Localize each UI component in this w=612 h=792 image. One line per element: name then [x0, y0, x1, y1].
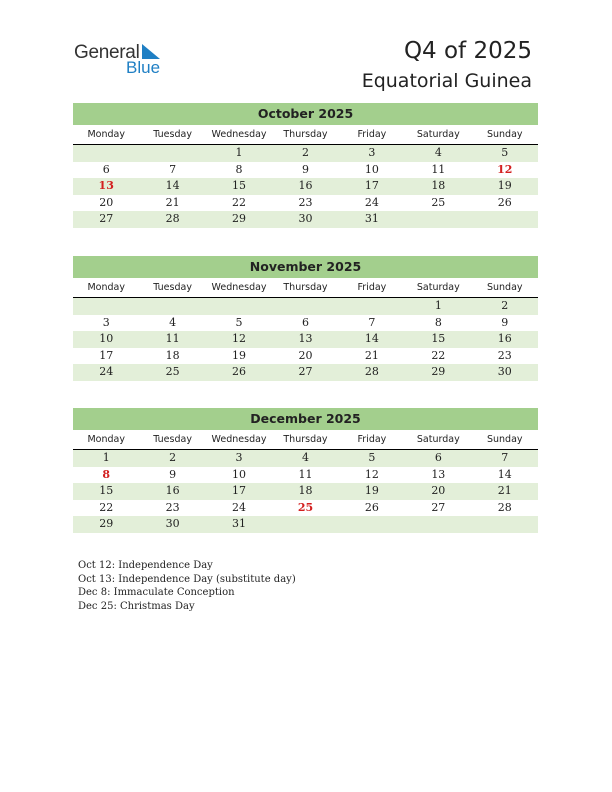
date-cell: 11: [298, 467, 313, 481]
date-cell: 7: [368, 315, 376, 329]
date-cell: 9: [501, 315, 509, 329]
date-cell: 12: [232, 332, 247, 346]
date-cell: [339, 516, 405, 533]
week-row: [73, 450, 538, 467]
holiday-date: 25: [297, 500, 314, 514]
holiday-note: Dec 25: Christmas Day: [78, 601, 195, 613]
month-calendar-november: [73, 256, 538, 381]
weekday-label: Sunday: [486, 129, 523, 140]
week-row: [73, 315, 538, 332]
holiday-date: 8: [102, 467, 111, 481]
date-cell: [339, 298, 405, 315]
week-row: [73, 467, 538, 484]
date-cell: 19: [232, 348, 247, 362]
weekday-label: Wednesday: [211, 434, 267, 445]
date-cell: 4: [169, 315, 177, 329]
logo-text-general: General: [74, 42, 140, 63]
date-cell: 19: [364, 484, 379, 498]
page-title: Q4 of 2025: [403, 38, 532, 64]
weekday-label: Tuesday: [153, 434, 192, 445]
weekday-label: Tuesday: [153, 129, 192, 140]
date-cell: 8: [235, 162, 243, 176]
weekday-header-row: [73, 279, 538, 298]
date-cell: [206, 298, 272, 315]
date-cell: 6: [301, 315, 309, 329]
week-row: [73, 331, 538, 348]
date-cell: 1: [102, 451, 110, 464]
date-cell: [139, 298, 205, 315]
date-cell: 3: [102, 315, 110, 329]
date-cell: 17: [364, 179, 379, 193]
holiday-notes: [78, 559, 296, 614]
date-cell: 11: [165, 332, 180, 346]
weekday-label: Thursday: [283, 129, 328, 140]
weekday-label: Monday: [87, 129, 125, 140]
date-cell: [139, 145, 205, 162]
date-cell: 29: [99, 517, 114, 531]
date-cell: 12: [364, 467, 379, 481]
weekday-label: Friday: [357, 434, 387, 445]
date-cell: 16: [298, 179, 313, 193]
date-cell: [73, 145, 139, 162]
date-cell: 14: [364, 332, 379, 346]
date-cell: 25: [431, 195, 446, 209]
date-cell: 26: [364, 500, 379, 514]
holiday-date: 12: [497, 162, 513, 176]
weekday-label: Friday: [357, 282, 387, 293]
date-cell: 15: [232, 179, 247, 193]
date-cell: 18: [298, 484, 313, 498]
weekday-label: Thursday: [283, 434, 328, 445]
date-cell: 28: [364, 365, 379, 379]
weekday-label: Monday: [87, 282, 125, 293]
date-cell: 1: [235, 146, 243, 159]
weekday-label: Thursday: [283, 282, 328, 293]
date-cell: 10: [364, 162, 379, 176]
month-header: October 2025: [73, 103, 538, 125]
date-cell: 22: [99, 500, 114, 514]
date-cell: 2: [501, 299, 509, 312]
date-cell: 26: [497, 195, 512, 209]
weekday-header-row: [73, 126, 538, 145]
date-cell: 24: [232, 500, 247, 514]
week-row: [73, 195, 538, 212]
date-cell: 27: [431, 500, 446, 514]
date-cell: 31: [364, 212, 379, 226]
weekday-label: Monday: [87, 434, 125, 445]
date-cell: 10: [232, 467, 247, 481]
date-cell: 4: [434, 146, 442, 159]
date-cell: [73, 298, 139, 315]
date-cell: 29: [431, 365, 446, 379]
date-cell: 30: [497, 365, 512, 379]
date-cell: 7: [169, 162, 177, 176]
holiday-note: Oct 13: Independence Day (substitute day): [78, 573, 296, 585]
date-cell: 21: [364, 348, 379, 362]
date-cell: 11: [431, 162, 446, 176]
date-cell: 2: [301, 146, 309, 159]
date-cell: 18: [165, 348, 180, 362]
weekday-label: Saturday: [416, 434, 460, 445]
date-cell: 8: [434, 315, 442, 329]
date-cell: 26: [232, 365, 247, 379]
date-cell: 1: [434, 299, 442, 312]
holiday-note: Dec 8: Immaculate Conception: [78, 587, 235, 599]
date-cell: [472, 516, 538, 533]
date-cell: 10: [99, 332, 114, 346]
date-cell: 5: [501, 146, 509, 159]
weekday-label: Sunday: [486, 434, 523, 445]
week-row: [73, 162, 538, 179]
weekday-label: Wednesday: [211, 129, 267, 140]
date-cell: 18: [431, 179, 446, 193]
week-row: [73, 500, 538, 517]
date-cell: 21: [165, 195, 180, 209]
logo-text-blue: Blue: [126, 58, 161, 77]
date-cell: 28: [165, 212, 180, 226]
date-cell: 24: [364, 195, 379, 209]
date-cell: 2: [169, 451, 177, 464]
date-cell: 17: [99, 348, 114, 362]
date-cell: 25: [165, 365, 180, 379]
date-cell: 20: [99, 195, 114, 209]
week-row: [73, 298, 538, 315]
weekday-label: Saturday: [416, 129, 460, 140]
date-cell: 21: [497, 484, 512, 498]
country-name: Equatorial Guinea: [361, 70, 532, 92]
date-cell: 6: [102, 162, 110, 176]
date-cell: 14: [497, 467, 512, 481]
date-cell: 16: [497, 332, 512, 346]
date-cell: 14: [165, 179, 180, 193]
date-cell: 29: [232, 212, 247, 226]
date-cell: 9: [169, 467, 177, 481]
date-cell: [472, 211, 538, 228]
date-cell: 31: [232, 517, 247, 531]
weekday-label: Wednesday: [211, 282, 267, 293]
date-cell: 16: [165, 484, 180, 498]
date-cell: 22: [232, 195, 247, 209]
date-cell: [405, 516, 471, 533]
week-row: [73, 364, 538, 381]
date-cell: 15: [99, 484, 114, 498]
weekday-label: Saturday: [416, 282, 460, 293]
date-cell: 23: [497, 348, 512, 362]
date-cell: 3: [368, 146, 376, 159]
date-cell: 27: [298, 365, 313, 379]
holiday-date: 13: [98, 179, 114, 193]
date-cell: 22: [431, 348, 446, 362]
weekday-label: Tuesday: [153, 282, 192, 293]
week-row: [73, 348, 538, 365]
date-cell: [272, 298, 338, 315]
weekday-label: Friday: [357, 129, 387, 140]
week-row: [73, 516, 538, 533]
date-cell: 13: [298, 332, 313, 346]
date-cell: 23: [165, 500, 180, 514]
week-row: [73, 211, 538, 228]
date-cell: 5: [368, 451, 376, 464]
date-cell: [405, 211, 471, 228]
month-calendar-december: [73, 408, 538, 533]
date-cell: 17: [232, 484, 247, 498]
date-cell: 24: [99, 365, 114, 379]
date-cell: 19: [497, 179, 512, 193]
week-row: [73, 483, 538, 500]
date-cell: 6: [434, 451, 442, 464]
weekday-header-row: [73, 431, 538, 450]
date-cell: 15: [431, 332, 446, 346]
week-row: [73, 178, 538, 195]
date-cell: 20: [298, 348, 313, 362]
weekday-label: Sunday: [486, 282, 523, 293]
holiday-note: Oct 12: Independence Day: [78, 560, 213, 571]
month-header: November 2025: [73, 256, 538, 278]
date-cell: 9: [301, 162, 309, 176]
date-cell: 30: [165, 517, 180, 531]
date-cell: 13: [431, 467, 446, 481]
month-calendar-october: [73, 103, 538, 228]
generalblue-logo: [74, 42, 174, 78]
date-cell: 3: [235, 451, 243, 464]
date-cell: 20: [431, 484, 446, 498]
date-cell: 4: [301, 451, 309, 464]
date-cell: 27: [99, 212, 114, 226]
date-cell: 23: [298, 195, 313, 209]
date-cell: 30: [298, 212, 313, 226]
date-cell: 28: [497, 500, 512, 514]
date-cell: 5: [235, 315, 243, 329]
date-cell: 7: [501, 451, 509, 464]
week-row: [73, 145, 538, 162]
month-header: December 2025: [73, 408, 538, 430]
date-cell: [272, 516, 338, 533]
